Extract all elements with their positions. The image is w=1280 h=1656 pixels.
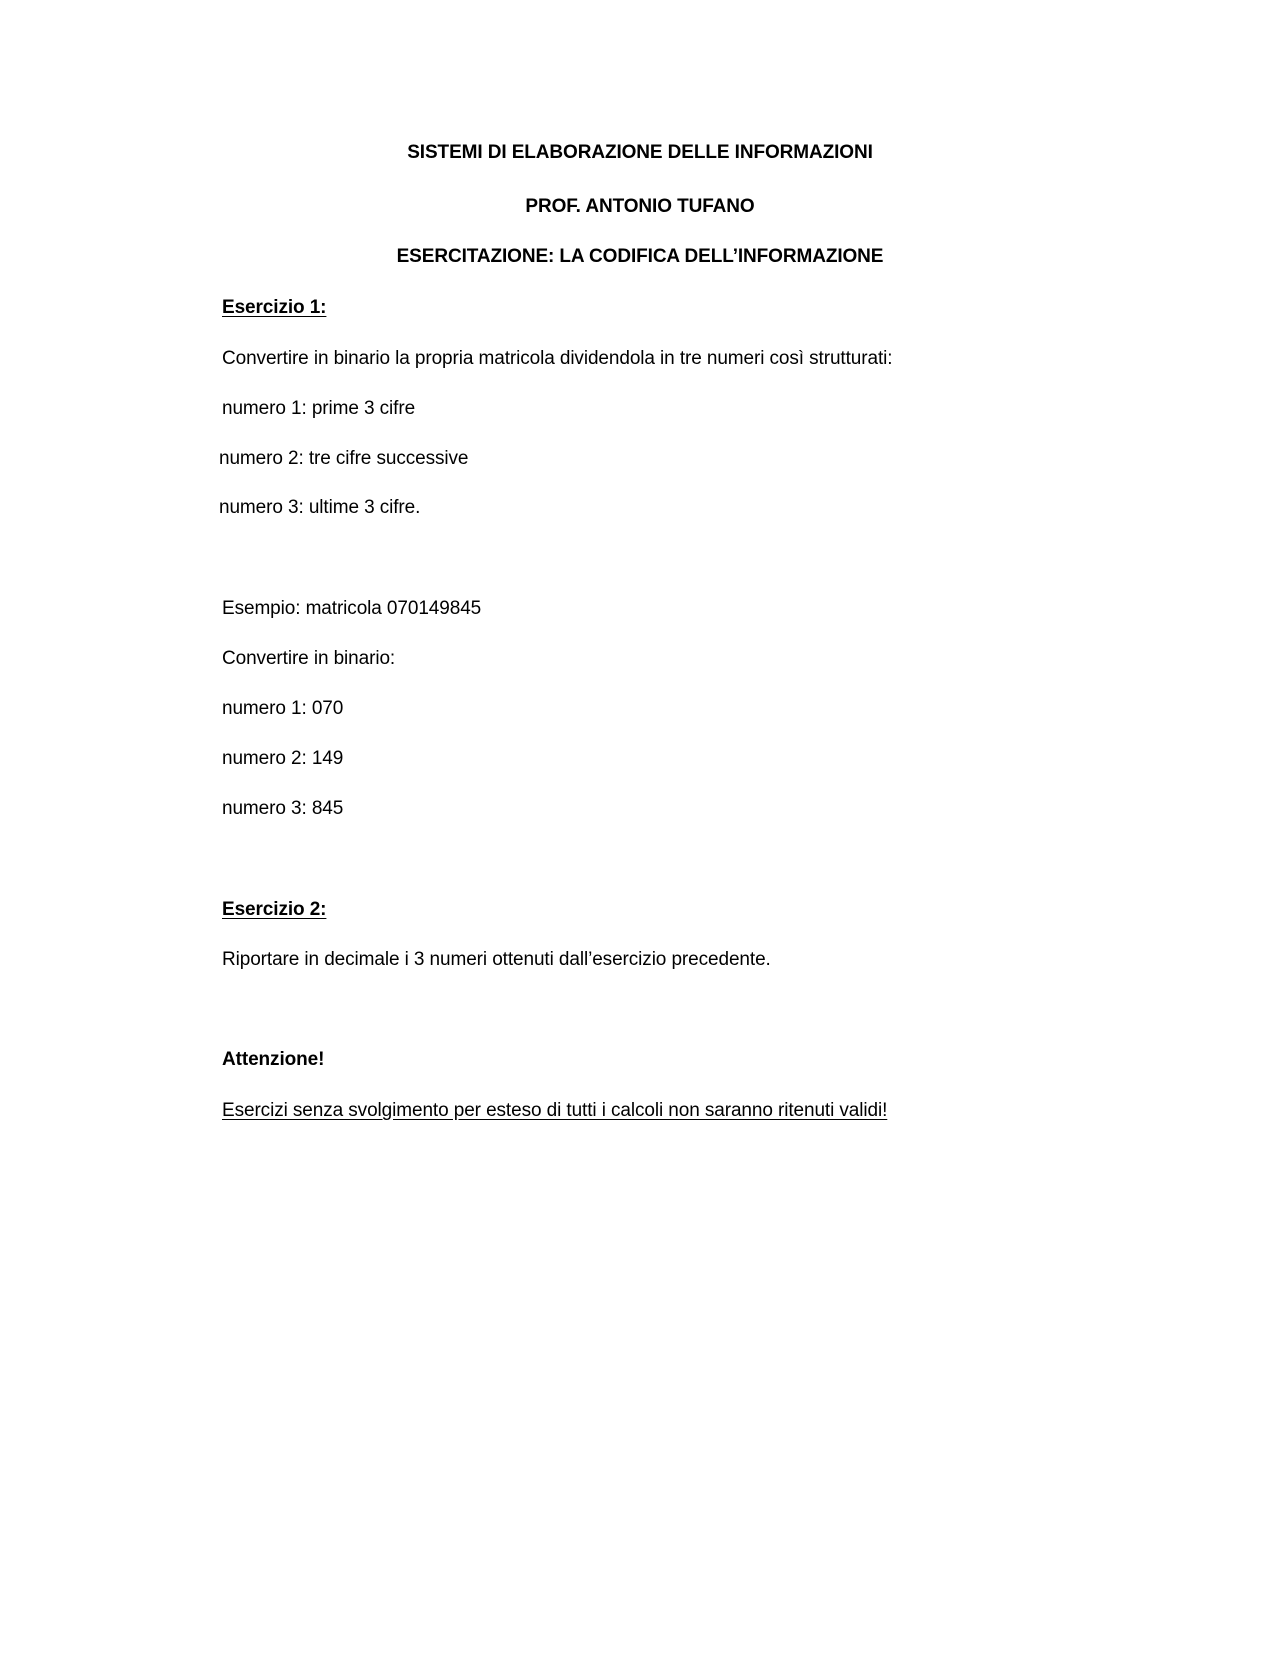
example-number: numero 1: 070 — [222, 698, 344, 719]
exercise2-instruction: Riportare in decimale i 3 numeri ottenuti dall’esercizio precedente. — [222, 949, 771, 970]
example-number: numero 2: 149 — [222, 748, 344, 769]
course-title: SISTEMI DI ELABORAZIONE DELLE INFORMAZIONI — [407, 142, 873, 163]
warning-text: Esercizi senza svolgimento per esteso di tutti i calcoli non saranno ritenuti validi! — [222, 1100, 888, 1121]
rule-line: numero 3: ultime 3 cifre. — [219, 497, 421, 518]
exercise1-heading: Esercizio 1: — [222, 297, 327, 318]
example-label: Esempio: matricola 070149845 — [222, 598, 482, 619]
warning-heading: Attenzione! — [222, 1049, 325, 1070]
example-convert-label: Convertire in binario: — [222, 648, 396, 669]
rule-line: numero 2: tre cifre successive — [219, 448, 469, 469]
exercise-title: ESERCITAZIONE: LA CODIFICA DELL’INFORMAZIONE — [396, 246, 884, 267]
professor-name: PROF. ANTONIO TUFANO — [525, 196, 755, 217]
exercise2-heading: Esercizio 2: — [222, 899, 327, 920]
exercise1-instruction: Convertire in binario la propria matricola dividendola in tre numeri così strutturati: — [222, 348, 893, 369]
example-number: numero 3: 845 — [222, 798, 344, 819]
rule-line: numero 1: prime 3 cifre — [222, 398, 416, 419]
